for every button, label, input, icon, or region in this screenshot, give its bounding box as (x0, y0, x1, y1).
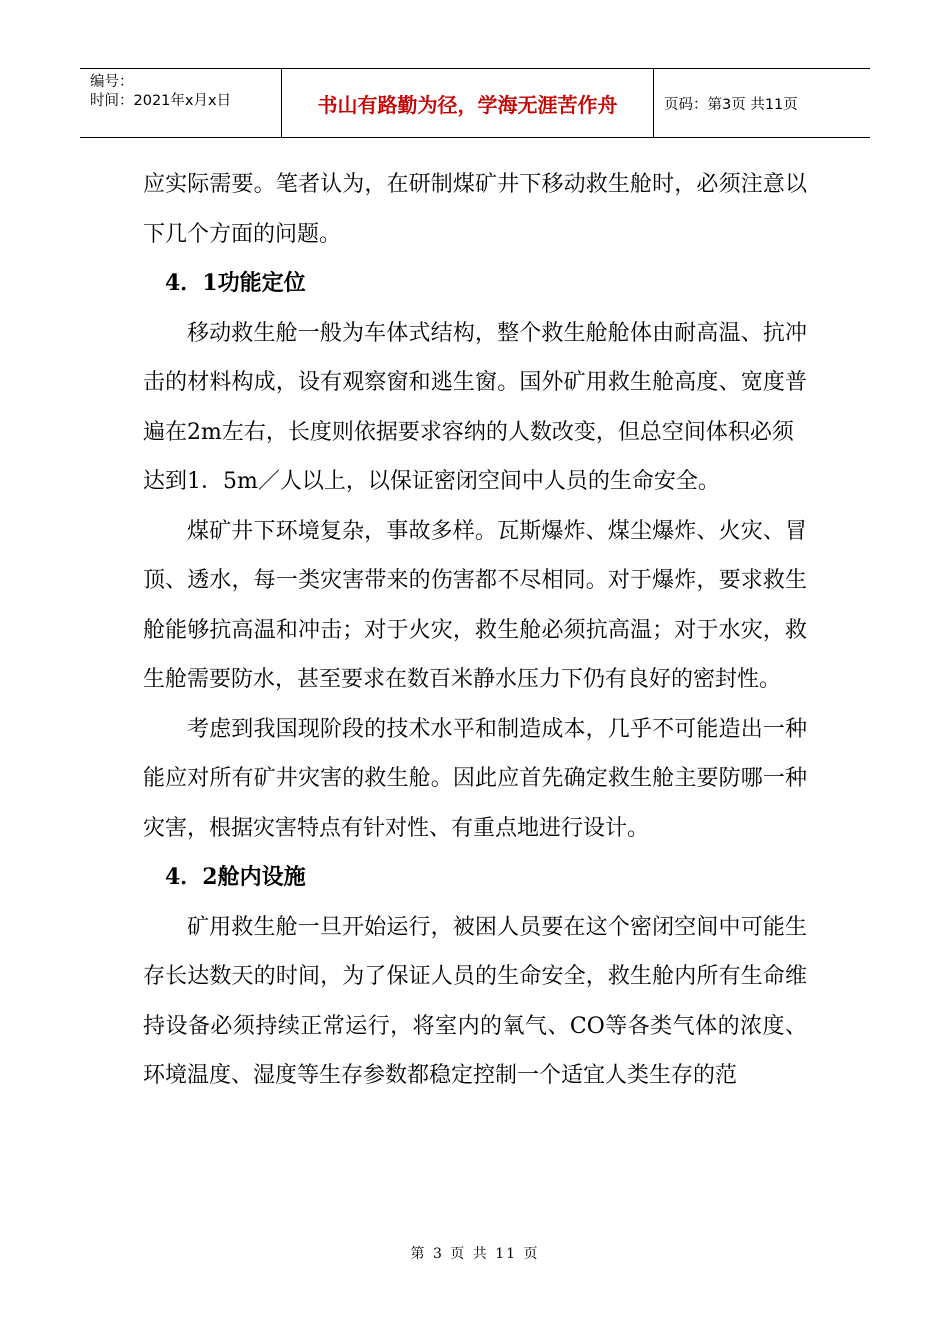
section-heading-4-2: 4．2舱内设施 (165, 864, 306, 890)
section-heading-4-1: 4．1功能定位 (165, 270, 306, 296)
page-footer: 第 3 页 共 11 页 (410, 1246, 540, 1262)
paragraph: 移动救生舱一般为车体式结构，整个救生舱舱体由耐高温、抗冲击的材料构成，设有观察窗和逃生窗。国外矿用救生舱高度、宽度普遍在2m左右，长度则依据要求容纳的人数改变，但总空间体积必须 (143, 320, 807, 445)
document-body (143, 160, 807, 1101)
paragraph: 达到1．5m／人以上，以保证密闭空间中人员的生命安全。 (143, 469, 720, 494)
paragraph: 煤矿井下环境复杂，事故多样。瓦斯爆炸、煤尘爆炸、火灾、冒顶、透水，每一类灾害带来的伤害都不尽相同。对于爆炸，要求救生舱能够抗高温和冲击；对于火灾，救生舱必须抗高温；对于水灾，救生舱需要防水，甚至要求在数百米静水压力下仍有良好的密封性。 (143, 518, 807, 692)
paragraph: 矿用救生舱一旦开始运行，被困人员要在这个密闭空间中可能生存长达数天的时间，为了保证人员的生命安全，救生舱内所有生命维持设备必须持续正常运行，将室内的氧气、CO等各类气体的浓度、环境温度、湿度等生存参数都稳定控制一个适宜人类生存的范 (143, 914, 807, 1088)
paragraph: 应实际需要。笔者认为，在研制煤矿井下移动救生舱时，必须注意以下几个方面的问题。 (143, 172, 807, 247)
document-number-label: 编号： (90, 74, 134, 90)
paragraph: 考虑到我国现阶段的技术水平和制造成本，几乎不可能造出一种能应对所有矿井灾害的救生舱。因此应首先确定救生舱主要防哪一种灾害，根据灾害特点有针对性、有重点地进行设计。 (143, 716, 807, 841)
header-motto: 书山有路勤为径，学海无涯苦作舟 (282, 69, 654, 137)
header-page-info: 页码：第3页 共11页 (664, 96, 798, 113)
header-meta (80, 69, 282, 137)
document-time: 时间：2021年x月x日 (90, 93, 232, 109)
page-header (80, 68, 870, 138)
